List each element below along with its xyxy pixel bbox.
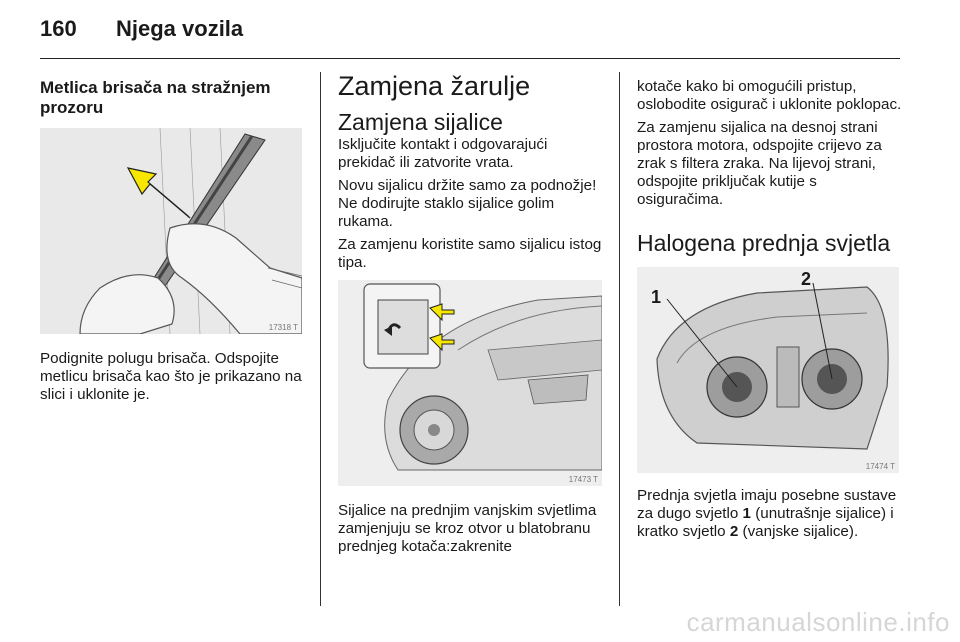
chapter-title: Njega vozila — [116, 16, 244, 41]
ref-number: 2 — [729, 523, 739, 540]
column-divider — [320, 72, 321, 606]
section-subtitle: Zamjena sijalice — [338, 109, 503, 135]
figure-headlamp — [637, 267, 899, 473]
watermark: carmanualsonline.info — [686, 607, 950, 637]
car-fender-illustration — [338, 280, 602, 486]
column-divider — [619, 72, 620, 606]
figure-car-fender — [338, 280, 602, 486]
paragraph: Novu sijalicu držite samo za podnožje! Ne dodirujte staklo sijalice golim rukama. — [338, 177, 597, 230]
text: Prednja svjetla imaju posebne sustave za dugo svjetlo — [637, 487, 897, 522]
paragraph — [637, 487, 903, 541]
paragraph: Isključite kontakt i odgovarajući prekidač ili zatvorite vrata. — [338, 136, 548, 171]
wiper-illustration — [40, 128, 302, 334]
page-number: 160 — [40, 16, 77, 41]
page-section-title: Zamjena žarulje — [338, 71, 531, 101]
callout-label-1: 1 — [651, 287, 662, 307]
paragraph: Za zamjenu koristite samo sijalicu istog tipa. — [338, 236, 602, 271]
column-middle — [338, 70, 606, 561]
paragraph: Podignite polugu brisača. Odspojite metlicu brisača kao što je prikazano na slici i uklonite je. — [40, 350, 302, 403]
callout-label-2: 2 — [801, 269, 812, 289]
ref-number: 1 — [742, 505, 751, 522]
figure-code: 17473 T — [568, 475, 598, 484]
page-header — [40, 16, 900, 58]
text: (unutrašnje sijalice) i kratko svjetlo — [637, 505, 894, 540]
column-left — [40, 70, 302, 409]
figure-wiper-blade — [40, 128, 302, 334]
column-right — [637, 78, 903, 546]
text: (vanjske sijalice). — [738, 523, 859, 540]
paragraph: kotače kako bi omogućili pristup, oslobodite osigurač i uklonite poklopac. — [637, 78, 902, 113]
section-heading-halogen: Halogena prednja svjetla — [637, 230, 891, 256]
headlamp-illustration — [637, 267, 899, 473]
figure-code: 17474 T — [865, 462, 895, 471]
figure-code: 17318 T — [268, 323, 298, 332]
header-rule — [40, 58, 900, 59]
section-heading-wiper: Metlica brisača na stražnjem prozoru — [40, 78, 271, 117]
paragraph: Sijalice na prednjim vanjskim svjetlima zamjenjuju se kroz otvor u blatobranu prednjeg kotača:zakrenite — [338, 502, 597, 555]
paragraph: Za zamjenu sijalica na desnoj strani prostora motora, odspojite crijevo za zrak s filtera zraka. Na lijevoj strani, odspojite priključak kutije s osiguračima. — [637, 119, 882, 208]
